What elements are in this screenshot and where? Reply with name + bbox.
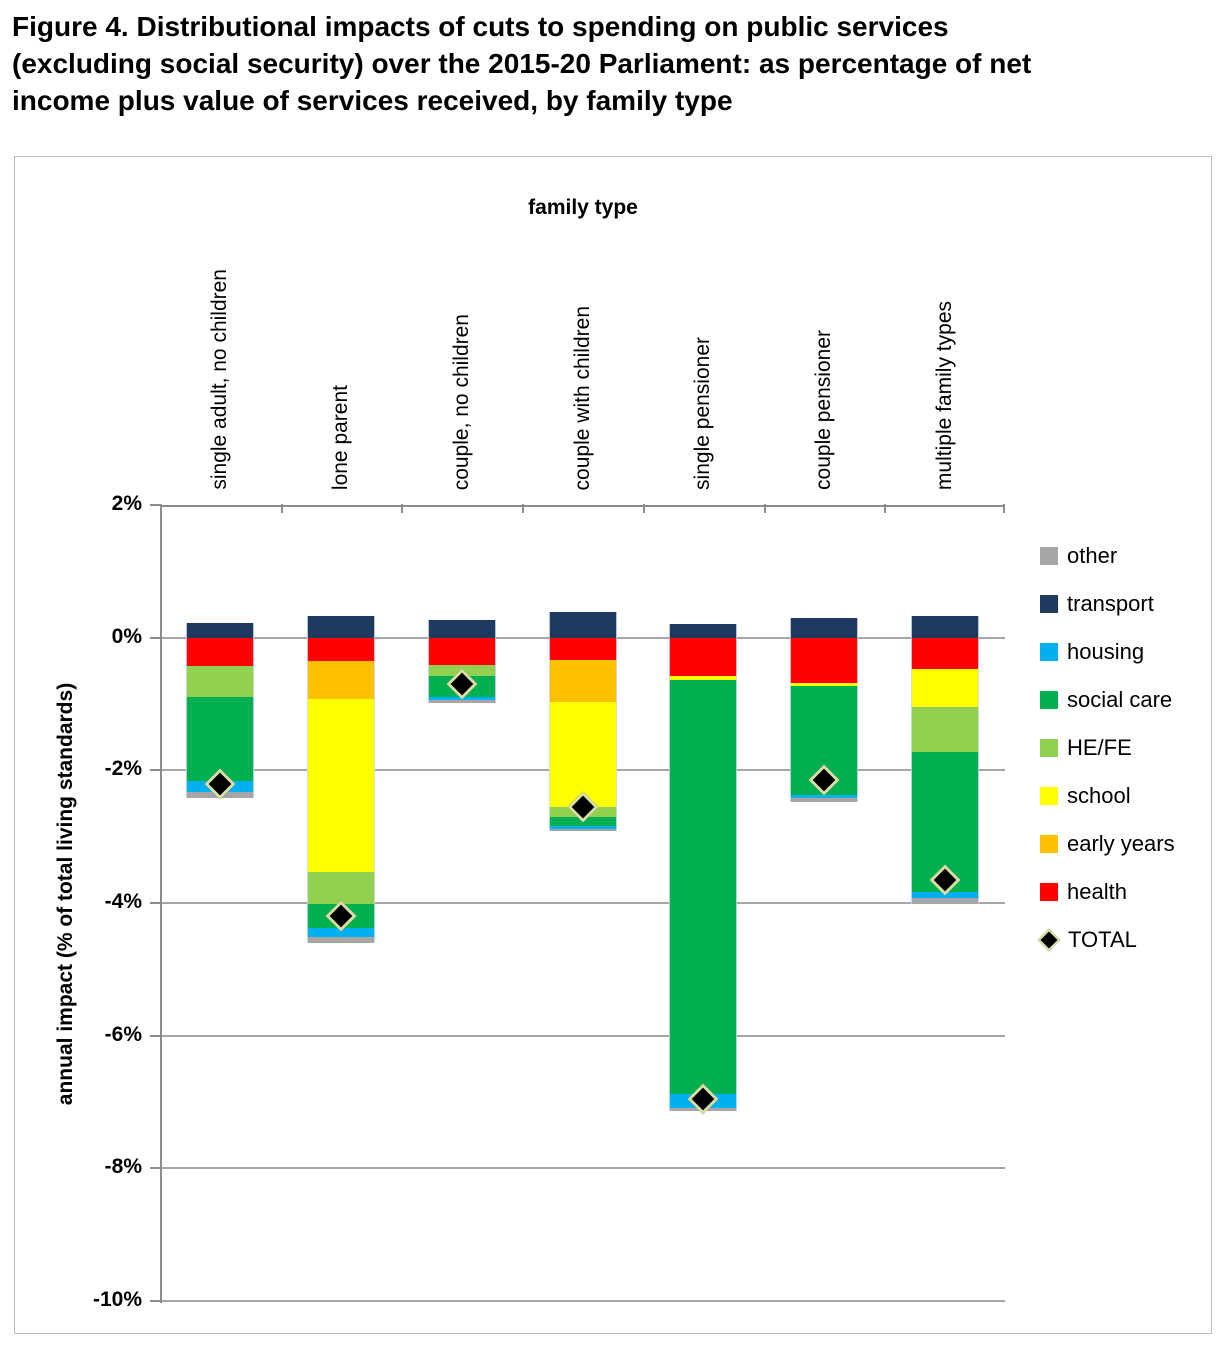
y-axis-tick bbox=[150, 1300, 160, 1302]
bar-segment-health bbox=[307, 638, 375, 661]
gridline bbox=[160, 1300, 1005, 1302]
x-axis-line bbox=[160, 505, 1005, 507]
category-label-box bbox=[928, 222, 962, 490]
legend-swatch bbox=[1040, 643, 1058, 661]
y-tick-label: 2% bbox=[111, 492, 142, 515]
legend-label: HE/FE bbox=[1067, 735, 1132, 760]
category-label-box bbox=[686, 222, 720, 490]
legend-swatch bbox=[1040, 883, 1058, 901]
legend-item-other bbox=[1040, 532, 1175, 580]
bar-segment-early-years bbox=[549, 660, 617, 702]
category-label-box bbox=[566, 222, 600, 490]
bar-segment-other bbox=[428, 700, 496, 703]
bar-segment-health bbox=[186, 638, 254, 666]
category-label: couple with children bbox=[570, 305, 594, 490]
category-label: couple, no children bbox=[449, 313, 473, 490]
bar-segment-transport bbox=[428, 620, 496, 638]
legend-item-early-years bbox=[1040, 820, 1175, 868]
bar-segment-he-fe bbox=[911, 707, 979, 751]
y-tick-label: -10% bbox=[92, 1288, 142, 1311]
bar-segment-health bbox=[911, 638, 979, 669]
category-label-box bbox=[203, 222, 237, 490]
y-axis-title: annual impact (% of total living standards) bbox=[54, 682, 77, 1106]
legend-swatch bbox=[1040, 691, 1058, 709]
gridline bbox=[160, 902, 1005, 904]
bar-segment-transport bbox=[549, 612, 617, 637]
gridline bbox=[160, 1035, 1005, 1037]
legend-label: other bbox=[1067, 543, 1118, 568]
bar-segment-school bbox=[911, 669, 979, 707]
chart-title-line: income plus value of services received, by family type bbox=[12, 85, 733, 116]
y-tick-label: -8% bbox=[104, 1155, 142, 1179]
bar-segment-health bbox=[669, 638, 737, 676]
y-axis-line bbox=[160, 505, 162, 1303]
bar-segment-health bbox=[428, 638, 496, 665]
bar-segment-health bbox=[549, 638, 617, 660]
bar-segment-health bbox=[790, 638, 858, 683]
bar-segment-transport bbox=[186, 623, 254, 638]
bar-segment-transport bbox=[669, 624, 737, 637]
legend-swatch bbox=[1040, 547, 1058, 565]
legend-label: housing bbox=[1067, 639, 1145, 664]
y-tick-label: 0% bbox=[111, 624, 142, 648]
chart-title bbox=[12, 8, 1212, 119]
x-axis-title: family type bbox=[528, 196, 638, 219]
bar-segment-transport bbox=[307, 616, 375, 638]
legend-label: social care bbox=[1067, 687, 1173, 712]
bar-segment-other bbox=[307, 937, 375, 942]
bar-segment-early-years bbox=[307, 661, 375, 699]
legend-item-housing bbox=[1040, 628, 1175, 676]
category-label-box bbox=[445, 222, 479, 490]
y-axis-tick bbox=[150, 902, 160, 904]
legend bbox=[1040, 532, 1175, 964]
bar-segment-other bbox=[911, 898, 979, 904]
legend-item-social-care bbox=[1040, 676, 1175, 724]
y-axis-tick bbox=[150, 1035, 160, 1037]
chart-title-line: (excluding social security) over the 2015-20 Parliament: as percentage of net bbox=[12, 48, 1032, 79]
y-axis-tick bbox=[150, 769, 160, 771]
y-axis-tick bbox=[150, 504, 160, 506]
legend-item-transport bbox=[1040, 580, 1175, 628]
legend-item-total bbox=[1040, 916, 1175, 964]
bar-segment-he-fe bbox=[307, 872, 375, 903]
category-label-box bbox=[807, 222, 841, 490]
y-tick-label: -4% bbox=[104, 890, 142, 913]
category-label: couple pensioner bbox=[811, 330, 835, 490]
category-label: single adult, no children bbox=[208, 269, 232, 490]
legend-label: health bbox=[1067, 879, 1127, 904]
bar-segment-social-care bbox=[669, 680, 737, 1094]
legend-swatch bbox=[1040, 739, 1058, 757]
legend-label: transport bbox=[1067, 591, 1154, 616]
y-axis-tick bbox=[150, 637, 160, 639]
category-label-box bbox=[324, 222, 358, 490]
legend-label: school bbox=[1067, 783, 1131, 808]
y-tick-label: -2% bbox=[104, 757, 142, 781]
bar-segment-other bbox=[549, 829, 617, 832]
legend-swatch bbox=[1040, 835, 1058, 853]
category-label: lone parent bbox=[329, 384, 353, 490]
bar-segment-other bbox=[790, 798, 858, 802]
legend-label: TOTAL bbox=[1068, 927, 1137, 952]
plot-area bbox=[160, 505, 1005, 1301]
legend-item-he-fe bbox=[1040, 724, 1175, 772]
category-label: single pensioner bbox=[691, 337, 715, 490]
legend-diamond-marker bbox=[1038, 929, 1061, 952]
legend-swatch bbox=[1040, 787, 1058, 805]
legend-swatch bbox=[1040, 595, 1058, 613]
legend-item-school bbox=[1040, 772, 1175, 820]
bar-segment-school bbox=[307, 699, 375, 872]
y-axis-tick bbox=[150, 1167, 160, 1169]
bar-segment-transport bbox=[790, 618, 858, 637]
bar-segment-he-fe bbox=[186, 666, 254, 698]
chart-title-line: Figure 4. Distributional impacts of cuts to spending on public services bbox=[12, 11, 949, 42]
gridline bbox=[160, 1167, 1005, 1169]
y-tick-label: -6% bbox=[104, 1022, 142, 1046]
legend-label: early years bbox=[1067, 831, 1175, 856]
category-label: multiple family types bbox=[932, 300, 956, 490]
legend-item-health bbox=[1040, 868, 1175, 916]
bar-segment-transport bbox=[911, 616, 979, 637]
